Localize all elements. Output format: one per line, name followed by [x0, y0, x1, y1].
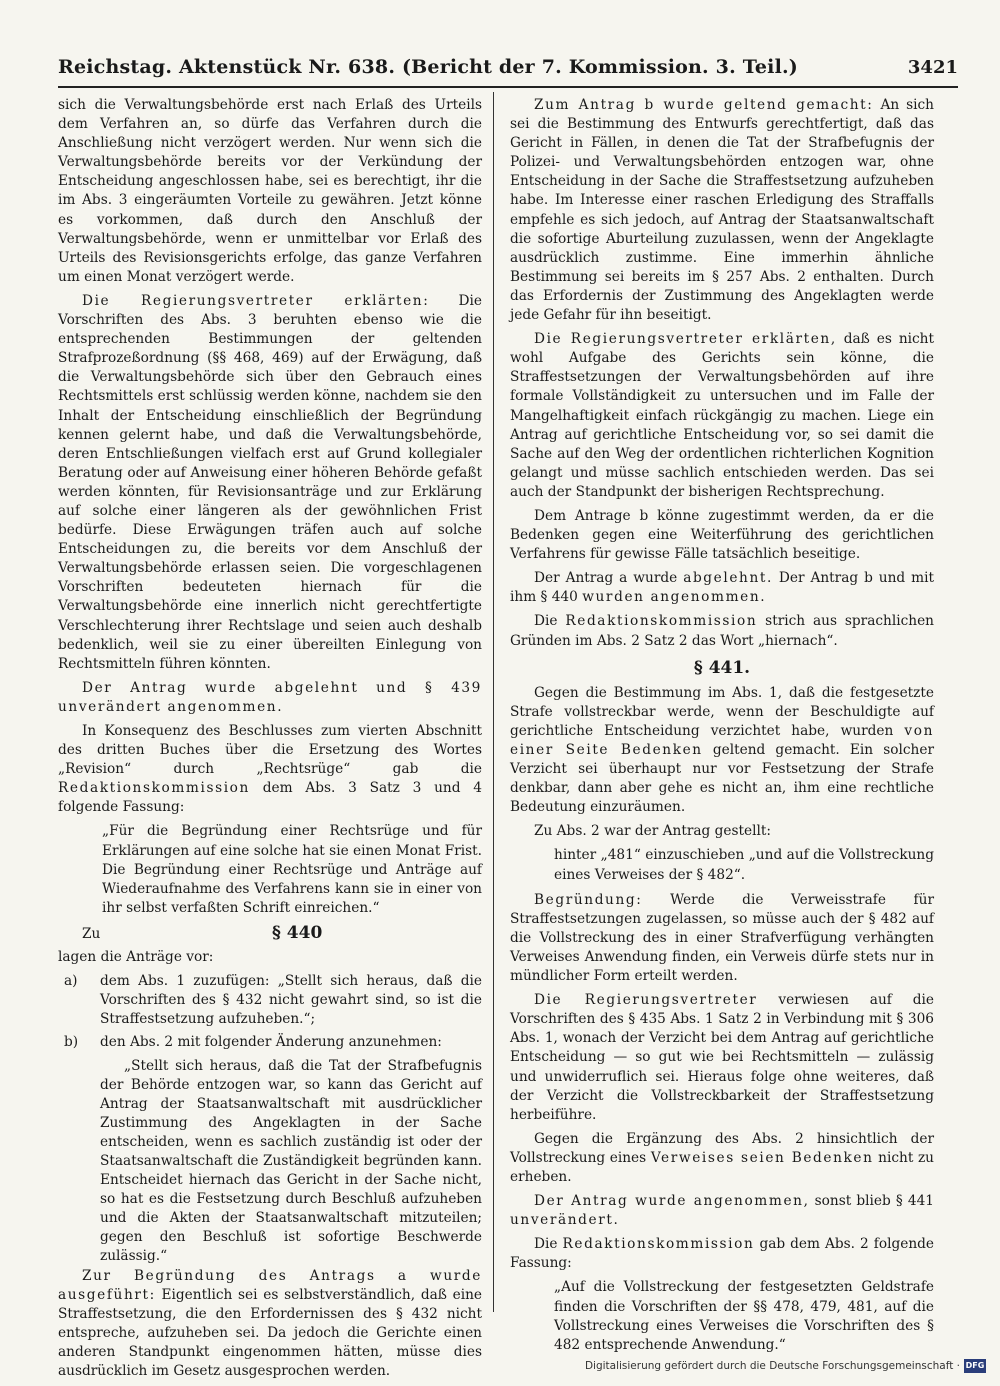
paragraph: Gegen die Ergänzung des Abs. 2 hinsichtlich der Vollstreckung eines Verweises seien Bedenken nicht zu erheben. — [510, 1130, 934, 1185]
paragraph: Der Antrag wurde angenommen, sonst blieb § 441 unverändert. — [510, 1193, 934, 1229]
list-item — [58, 1033, 482, 1052]
paragraph: Die Regierungsvertreter erklärten, daß es nicht wohl Aufgabe des Gerichts sein könne, die Straffestsetzungen der Verwaltungsbehörden auf ihre formale Vollständigkeit zu untersuchen und im Falle der Mangelhaftigkeit einfach rückgängig zu machen. Liege ein Antrag auf gerichtliche Entscheidung vor, so sei damit die Sache auf den Weg der ordentlichen richterlichen Kognition gelangt und müsse sachlich entschieden werden. Das sei auch der Standpunkt der bisherigen Rechtsprechung. — [510, 331, 934, 500]
paragraph: Begründung: Werde die Verweisstrafe für Straffestsetzungen zugelassen, so müsse auch der § 482 auf die Vollstreckung des in einer Strafverfügung verhängten Verweises Anwendung finden, ein Verweis dürfe stets nur in mündlicher Form erteilt werden. — [510, 891, 934, 985]
block-quote: „Auf die Vollstreckung der festgesetzten Geldstrafe finden die Vorschriften der §§ 478, 479, 481, auf die Vollstreckung eines Verweises die Vorschriften des § 482 entsprechende Anwendung.“ — [554, 1279, 934, 1353]
section-heading: § 441. — [693, 657, 751, 678]
running-header — [58, 56, 958, 84]
paragraph: Zu Abs. 2 war der Antrag gestellt: — [534, 823, 772, 840]
left-column — [58, 96, 482, 1386]
column-divider — [493, 92, 494, 1312]
paragraph: Der Antrag wurde abgelehnt und § 439 unverändert angenommen. — [58, 679, 482, 715]
item-label: b) — [64, 1034, 79, 1051]
zu-label: Zu — [82, 925, 101, 942]
footer-text: Digitalisierung gefördert durch die Deutsche Forschungsgemeinschaft · — [584, 1360, 960, 1372]
block-quote: „Stellt sich heraus, daß die Tat der Strafbefugnis der Behörde entzogen war, so kann das Gericht auf Antrag der Staatsanwaltschaft mit ausdrücklicher Zustimmung des Angeklagten in der Sache entscheiden, wenn es sachlich zuständig ist oder der Staatsanwaltschaft die Zuständigkeit begründen kann. Entscheidet hiernach das Gericht in der Sache nicht, so hat es die Festsetzung durch Beschluß aufzuheben und die Akten der Staatsanwaltschaft mitzuteilen; gegen den Beschluß ist sofortige Beschwerde zulässig.“ — [100, 1057, 482, 1265]
section-heading-row — [58, 924, 482, 944]
dfg-logo-icon: DFG — [964, 1359, 986, 1373]
item-text: dem Abs. 1 zuzufügen: „Stellt sich heraus, daß die Vorschriften des § 432 nicht gewahrt sind, so ist die Straffestsetzung aufzuheben.“; — [100, 973, 482, 1028]
paragraph: Die Redaktionskommission gab dem Abs. 2 folgende Fassung: — [510, 1236, 935, 1272]
page-number: 3421 — [907, 57, 958, 78]
block-quote: hinter „481“ einzuschieben „und auf die Vollstreckung eines Verweises der § 482“. — [554, 847, 934, 883]
section-heading: § 440 — [272, 922, 323, 943]
paragraph: lagen die Anträge vor: — [58, 949, 214, 966]
paragraph: Der Antrag a wurde abgelehnt. Der Antrag b und mit ihm § 440 wurden angenommen. — [510, 570, 934, 606]
block-quote: „Für die Begründung einer Rechtsrüge und für Erklärungen auf eine solche hat sie einen Monat Frist. Die Begründung einer Rechtsrüge und Anträge auf Wiederaufnahme des Verfahrens kann sie in einer von ihr selbst verfaßten Schrift einreichen.“ — [102, 823, 482, 916]
paragraph: Zum Antrag b wurde geltend gemacht: An sich sei die Bestimmung des Entwurfs gerechtfertigt, daß das Gericht in Fällen, in denen die Tat der Strafbefugnis der Polizei- und Verwaltungsbehörden entzogen war, ohne Entscheidung in der Sache die Straffestsetzung aufzuheben habe. Im Interesse einer raschen Erledigung des Straffalls empfehle es sich jedoch, auf Antrag der Staatsanwaltschaft die sofortige Aburteilung zuzulassen, wenn der Angeklagte ausdrücklich zustimme. Eine immerhin ähnliche Bestimmung sei bereits im § 257 Abs. 2 enthalten. Durch das Erfordernis der Zustimmung des Angeklagten werde jede Gefahr für ihn beseitigt. — [510, 97, 934, 324]
paragraph: Die Regierungsvertreter erklärten: Die Vorschriften des Abs. 3 beruhten ebenso wie die entsprechenden Bestimmungen der geltenden Strafprozeßordnung (§§ 468, 469) auf der Erwägung, daß die Verwaltungsbehörde sich über den Gebrauch eines Rechtsmittels erst schlüssig werden könne, nachdem sie den Inhalt der Entscheidung einschließlich der Begründung kennen gelernt habe, und daß die Verwaltungsbehörde, deren Entschließungen vielfach erst auf Grund kollegialer Beratung oder auf Anweisung einer höheren Behörde gefaßt werden könnten, für Revisionsanträge und zur Erklärung auf solche einer längeren als der gewöhnlichen Frist bedürfe. Diese Erwägungen träfen auch auf solche Entscheidungen zu, die bereits vor dem Anschluß der Verwaltungsbehörde erlassen seien. Die vorgeschlagenen Vorschriften bedeuteten hiernach für die Verwaltungsbehörde eine innerlich nicht gerechtfertigte Verschlechterung ihrer Rechtslage und seien auch deshalb bedenklich, weil sie zu einer übereilten Einlegung von Rechtsmitteln führen könnten. — [58, 292, 482, 672]
header-rule — [58, 86, 958, 88]
paragraph: Gegen die Bestimmung im Abs. 1, daß die festgesetzte Strafe vollstreckbar werde, wenn der Beschuldigte auf gerichtliche Entscheidung verzichtet habe, wurden von einer Seite Bedenken geltend gemacht. Ein solcher Verzicht sei überhaupt nur vor Festsetzung der Strafe denkbar, dann aber gehe es nicht an, ihm eine rechtliche Bedeutung einzuräumen. — [510, 684, 935, 816]
paragraph: Die Regierungsvertreter verwiesen auf die Vorschriften des § 435 Abs. 1 Satz 2 in Verbindung mit § 306 Abs. 1, wonach der Verzicht bei dem Antrag auf gerichtliche Entscheidung — so gut wie bei Rechtsmitteln — zulässig und unwiderruflich sei. Hieraus folge ohne weiteres, daß der Verzicht die Vollstreckbarkeit der Straffestsetzung herbeiführe. — [510, 992, 935, 1123]
item-label: a) — [64, 973, 78, 990]
header-title: Reichstag. Aktenstück Nr. 638. (Bericht der 7. Kommission. 3. Teil.) — [58, 56, 798, 78]
paragraph: In Konsequenz des Beschlusses zum vierten Abschnitt des dritten Buches über die Ersetzung des Wortes „Revision“ durch „Rechtsrüge“ gab die Redaktionskommission dem Abs. 3 Satz 3 und 4 folgende Fassung: — [58, 723, 482, 816]
right-column — [510, 96, 934, 1361]
paragraph: Zur Begründung des Antrags a wurde ausgeführt: Eigentlich sei es selbstverständlich, daß eine Straffestsetzung, die den Erfordernissen des § 432 nicht entspreche, aufzuheben sei. Da jedoch die Gerichte einen anderen Standpunkt eingenommen hätten, müsse dies ausdrücklich im Gesetz ausgesprochen werden. — [58, 1267, 482, 1379]
item-text: den Abs. 2 mit folgender Änderung anzunehmen: — [100, 1034, 442, 1051]
paragraph: Die Redaktionskommission strich aus sprachlichen Gründen im Abs. 2 Satz 2 das Wort „hiernach“. — [510, 613, 934, 649]
list-item — [58, 972, 482, 1029]
digitization-footer — [585, 1359, 986, 1373]
paragraph: sich die Verwaltungsbehörde erst nach Erlaß des Urteils dem Verfahren an, so dürfe das Verfahren durch die Anschließung nicht verzögert werden. Nur wenn sich die Verwaltungsbehörde bereits vor der Verkündung der Entscheidung angeschlossen habe, sei es berechtigt, ihr die im Abs. 3 eingeräumten Vorteile zu gewähren. Jetzt könne es vorkommen, daß durch den Anschluß der Verwaltungsbehörde, wenn er unmittelbar vor Erlaß des Urteils des Revisionsgerichts erfolge, das ganze Verfahren um einen Monat verzögert werde. — [58, 97, 482, 285]
paragraph: Dem Antrage b könne zugestimmt werden, da er die Bedenken gegen eine Weiterführung des gerichtlichen Verfahrens für gewisse Fälle tatsächlich beseitige. — [510, 507, 934, 563]
